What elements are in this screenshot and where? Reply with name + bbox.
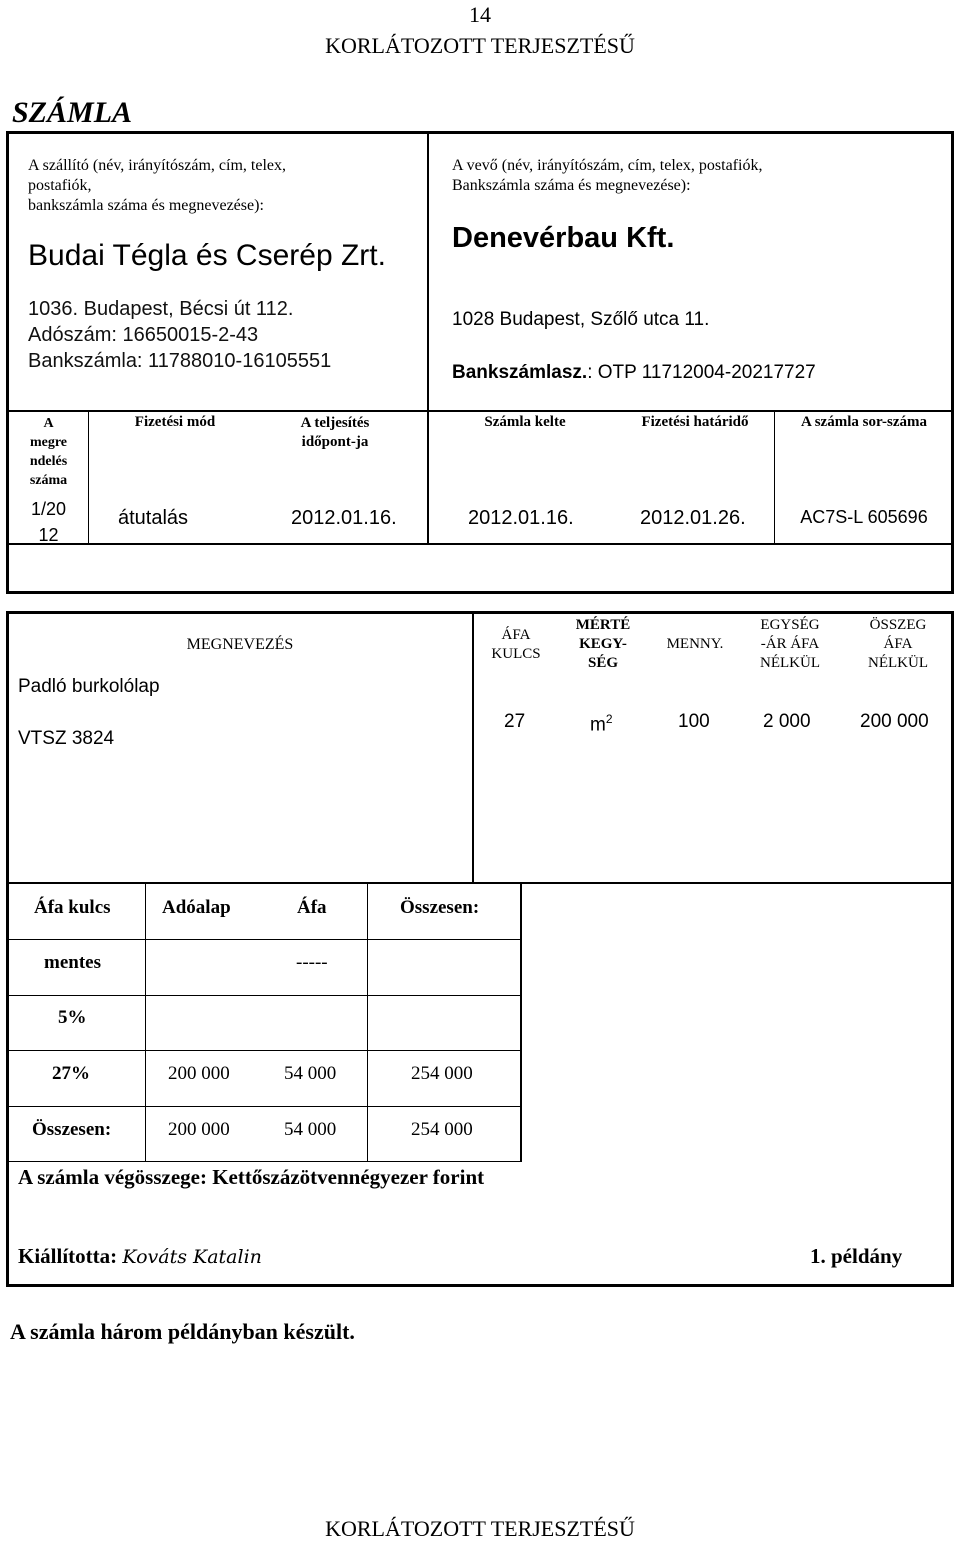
summary-rate-mentes: mentes xyxy=(44,952,101,973)
grand-total: A számla végösszege: Kettőszázötvennégyezer forint xyxy=(18,1165,485,1189)
page-number: 14 xyxy=(469,2,491,27)
footnote: A számla három példányban készült. xyxy=(10,1319,355,1344)
supplier-address: 1036. Budapest, Bécsi út 112. xyxy=(28,298,294,320)
total-header-l2: ÁFA xyxy=(883,636,913,652)
summary-header-total: Összesen: xyxy=(400,897,480,918)
summary-header-tax-base: Adóalap xyxy=(162,897,231,918)
item-code: VTSZ 3824 xyxy=(18,728,115,749)
due-date-value: 2012.01.26. xyxy=(640,507,746,529)
item-vat: 27 xyxy=(504,711,526,732)
order-no-header-l1: A xyxy=(43,416,54,431)
summary-header-vat-rate: Áfa kulcs xyxy=(34,897,111,918)
unit-price-header-l2: -ÁR ÁFA xyxy=(760,636,820,652)
buyer-label-line2: Bankszámla száma és megnevezése): xyxy=(452,177,691,194)
supplier-bank: Bankszámla: 11788010-16105551 xyxy=(28,350,332,372)
supplier-label-line1: A szállító (név, irányítószám, cím, telex, xyxy=(28,157,286,174)
unit-header-l3: SÉG xyxy=(587,655,618,671)
serial-header: A számla sor-száma xyxy=(800,414,928,430)
supplier-label-line2: postafiók, xyxy=(28,177,92,194)
vat-rate-header-l2: KULCS xyxy=(491,646,541,662)
fulfillment-header-l1: A teljesítés xyxy=(300,415,370,431)
item-name-header: MEGNEVEZÉS xyxy=(186,636,294,653)
summary-total-base: 200 000 xyxy=(168,1119,230,1140)
classification-header: KORLÁTOZOTT TERJESZTÉSŰ xyxy=(325,33,635,58)
unit-header-l1: MÉRTÉ xyxy=(575,617,631,633)
buyer-bank xyxy=(452,362,816,384)
item-qty: 100 xyxy=(678,711,710,732)
buyer-label-line1: A vevő (név, irányítószám, cím, telex, postafiók, xyxy=(452,157,763,174)
summary-rate-27: 27% xyxy=(52,1063,90,1084)
summary-header-vat: Áfa xyxy=(297,897,327,918)
payment-method-value: átutalás xyxy=(118,507,189,529)
fulfillment-value: 2012.01.16. xyxy=(291,507,397,529)
buyer-name: Denevérbau Kft. xyxy=(452,222,675,254)
summary-total-sum: 254 000 xyxy=(411,1119,473,1140)
vat-rate-header-l1: ÁFA xyxy=(501,627,531,643)
item-total: 200 000 xyxy=(860,711,929,732)
supplier-name: Budai Tégla és Cserép Zrt. xyxy=(28,239,386,272)
item-unit-base: m xyxy=(590,714,606,736)
supplier-tax-id: Adószám: 16650015-2-43 xyxy=(28,324,259,346)
unit-header-l2: KEGY- xyxy=(579,636,627,652)
summary-vat-27: 54 000 xyxy=(284,1063,337,1084)
classification-footer: KORLÁTOZOTT TERJESZTÉSŰ xyxy=(325,1516,635,1541)
issuer xyxy=(18,1244,262,1269)
summary-rate-5: 5% xyxy=(58,1007,87,1028)
item-name: Padló burkolólap xyxy=(18,676,160,697)
total-header-l3: NÉLKÜL xyxy=(868,655,928,671)
order-no-header-l3: ndelés xyxy=(29,454,68,469)
item-unit-price: 2 000 xyxy=(763,711,811,732)
summary-total-vat: 54 000 xyxy=(284,1119,337,1140)
issuer-signature: Kováts Katalin xyxy=(122,1246,262,1268)
buyer-address: 1028 Budapest, Szőlő utca 11. xyxy=(452,309,710,330)
order-no-header-l4: száma xyxy=(29,473,68,488)
payment-method-header: Fizetési mód xyxy=(134,414,216,430)
order-no-header-l2: megre xyxy=(29,435,68,450)
invoice-date-value: 2012.01.16. xyxy=(468,507,574,529)
fulfillment-header-l2: időpont-ja xyxy=(301,434,369,450)
item-unit xyxy=(590,712,613,736)
unit-price-header-l3: NÉLKÜL xyxy=(760,655,820,671)
summary-base-27: 200 000 xyxy=(168,1063,230,1084)
order-no-value-l2: 12 xyxy=(38,525,59,545)
invoice-title: SZÁMLA xyxy=(12,96,133,129)
copy-number: 1. példány xyxy=(810,1244,903,1268)
summary-total-27: 254 000 xyxy=(411,1063,473,1084)
due-date-header: Fizetési határidő xyxy=(641,414,749,430)
invoice-date-header: Számla kelte xyxy=(484,414,566,430)
supplier-label-line3: bankszámla száma és megnevezése): xyxy=(28,197,264,214)
buyer-bank-label: Bankszámlasz. xyxy=(452,362,588,383)
total-header-l1: ÖSSZEG xyxy=(869,617,927,633)
qty-header: MENNY. xyxy=(666,636,724,652)
serial-value: AC7S-L 605696 xyxy=(800,507,928,527)
summary-total-label: Összesen: xyxy=(32,1119,112,1140)
issuer-label: Kiállította: xyxy=(18,1244,118,1268)
buyer-bank-value: : OTP 11712004-20217727 xyxy=(587,362,816,383)
order-no-value-l1: 1/20 xyxy=(30,499,67,519)
summary-vat-mentes: ----- xyxy=(296,952,328,973)
item-unit-exponent: 2 xyxy=(605,712,613,726)
unit-price-header-l1: EGYSÉG xyxy=(760,617,820,633)
